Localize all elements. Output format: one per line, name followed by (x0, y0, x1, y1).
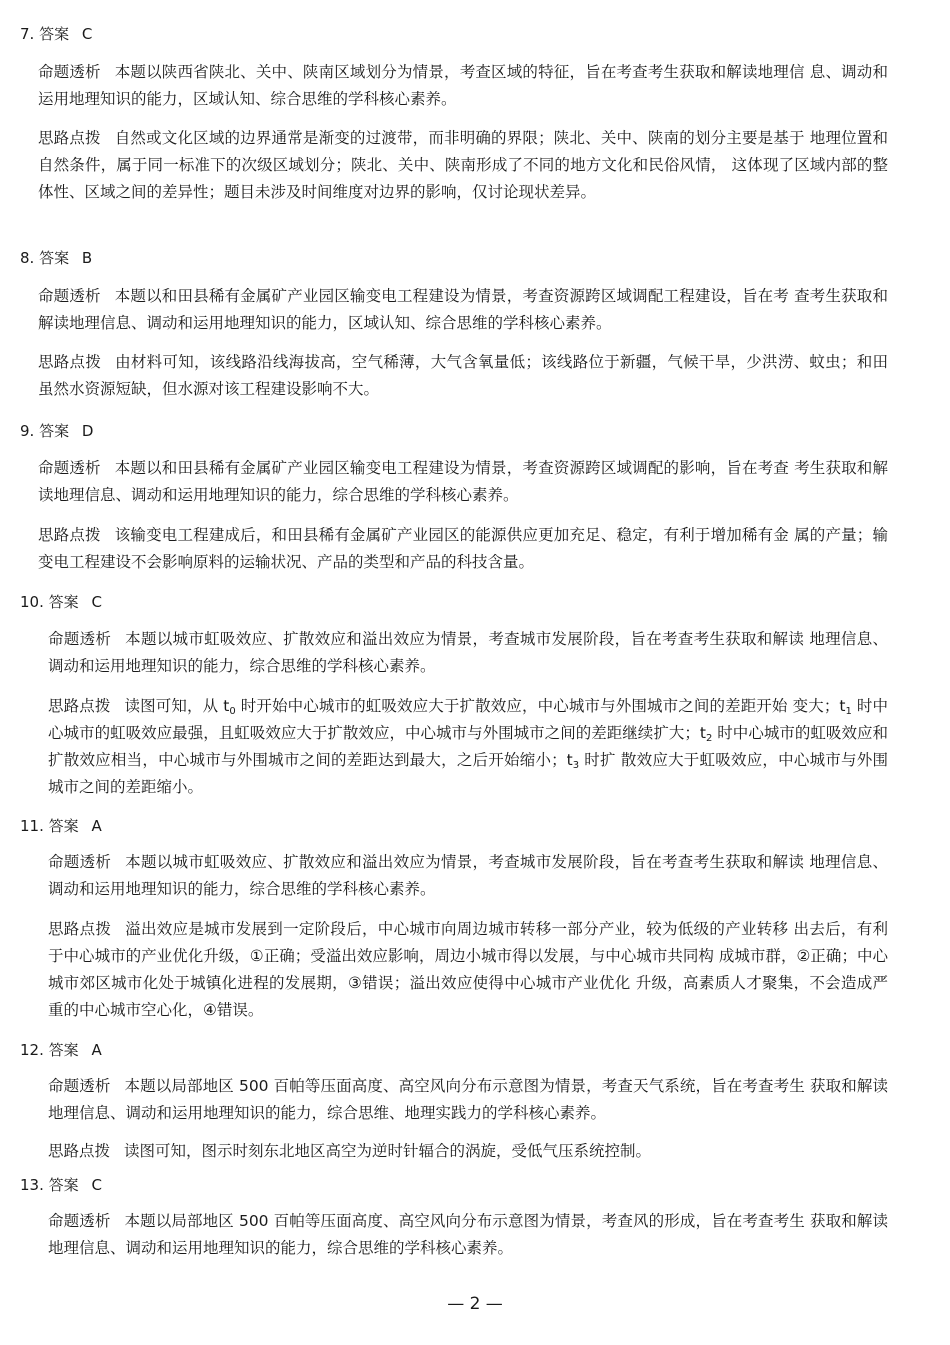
answer-label: 答案 (39, 422, 70, 440)
hint-text: 溢出效应是城市发展到一定阶段后，中心城市向周边城市转移一部分产业，较为低级的产业转移 出去后，有利于中心城市的产业优化升级，①正确；受溢出效应影响，周边小城市得以发展，与中心城市共同构 成城市群，②正确；中心城市郊区城市化处于城镇化进程的发展期，③错误；溢出效应使得中心城市产业优化 升级，高素质人才聚集，不会造成严重的中心城市空心化，④错误。 (48, 920, 888, 1019)
question-9-analysis (38, 455, 888, 509)
hint-label: 思路点拨 (48, 1142, 111, 1160)
hint-text-part: 时扩 散效应大于虹吸效应，中心城市与外围城市之间的差距缩小。 (48, 751, 888, 796)
question-number: 11. (20, 817, 44, 835)
question-number: 9. (20, 422, 35, 440)
subscript: 3 (572, 760, 580, 771)
hint-label: 思路点拨 (38, 526, 101, 544)
answer-label: 答案 (39, 25, 70, 43)
hint-text-part: 时中心城市的虹吸效应和扩散效应相当，中心城市与外围城市之间的差距达到最大，之后开始缩小；t (48, 724, 888, 769)
hint-text: 读图可知，图示时刻东北地区高空为逆时针辐合的涡旋，受低气压系统控制。 (124, 1142, 652, 1160)
analysis-text: 本题以和田县稀有金属矿产业园区输变电工程建设为情景，考查资源跨区域调配工程建设，旨在考 查考生获取和解读地理信息、调动和运用地理知识的能力，区域认知、综合思维的学科核心素养。 (38, 287, 888, 332)
analysis-label: 命题透析 (38, 459, 101, 477)
question-number: 7. (20, 25, 35, 43)
answer-value: B (81, 249, 93, 267)
question-12-hint (48, 1138, 888, 1165)
answer-label: 答案 (48, 1176, 79, 1194)
hint-text-part: 时中心城市的虹吸效应最强，且虹吸效应大于扩散效应，中心城市与外围城市之间的差距继续扩大；t (48, 697, 888, 742)
question-13-answer-line (20, 1175, 102, 1195)
analysis-label: 命题透析 (48, 853, 112, 871)
answer-value: C (81, 25, 93, 43)
question-number: 10. (20, 593, 44, 611)
analysis-label: 命题透析 (48, 1212, 111, 1230)
analysis-text: 本题以陕西省陕北、关中、陕南区域划分为情景，考查区域的特征，旨在考查考生获取和解读地理信 息、调动和运用地理知识的能力，区域认知、综合思维的学科核心素养。 (38, 63, 888, 108)
subscript: 0 (229, 706, 236, 717)
question-8-answer-line (20, 248, 92, 268)
analysis-label: 命题透析 (38, 287, 101, 305)
answer-value: C (91, 593, 102, 611)
analysis-text: 本题以和田县稀有金属矿产业园区输变电工程建设为情景，考查资源跨区域调配的影响，旨在考查 考生获取和解读地理信息、调动和运用地理知识的能力，综合思维的学科核心素养。 (38, 459, 888, 504)
question-11-answer-line (20, 816, 102, 836)
hint-label: 思路点拨 (38, 129, 101, 147)
answer-value: D (81, 422, 94, 440)
question-9-hint (38, 522, 888, 576)
answer-label: 答案 (48, 593, 79, 611)
question-11-hint (48, 916, 888, 1024)
question-12-analysis (48, 1073, 888, 1127)
hint-label: 思路点拨 (48, 920, 112, 938)
hint-text: 由材料可知，该线路沿线海拔高，空气稀薄，大气含氧量低；该线路位于新疆，气候干旱，少洪涝、蚊虫；和田虽然水资源短缺，但水源对该工程建设影响不大。 (38, 353, 888, 398)
question-11-analysis (48, 849, 888, 903)
answer-value: A (91, 1041, 102, 1059)
question-12-answer-line (20, 1040, 102, 1060)
analysis-label: 命题透析 (48, 1077, 111, 1095)
question-number: 8. (20, 249, 35, 267)
hint-label: 思路点拨 (48, 697, 111, 715)
question-10-hint (48, 693, 888, 801)
analysis-text: 本题以城市虹吸效应、扩散效应和溢出效应为情景，考查城市发展阶段，旨在考查考生获取和解读 地理信息、调动和运用地理知识的能力，综合思维的学科核心素养。 (48, 630, 888, 675)
answer-value: C (91, 1176, 102, 1194)
question-7-analysis (38, 59, 888, 113)
answer-label: 答案 (39, 249, 70, 267)
hint-text-part: 读图可知，从 t (124, 697, 230, 715)
hint-text: 自然或文化区域的边界通常是渐变的过渡带，而非明确的界限；陕北、关中、陕南的划分主要是基于 地理位置和自然条件，属于同一标准下的次级区域划分；陕北、关中、陕南形成了不同的地方文化和民俗风情， 这体现了区域内部的整体性、区域之间的差异性；题目未涉及时间维度对边界的影响，仅讨论现状差异。 (38, 129, 888, 201)
question-10-analysis (48, 626, 888, 680)
hint-text-part: 时开始中心城市的虹吸效应大于扩散效应，中心城市与外围城市之间的差距开始 变大；t (235, 697, 846, 715)
analysis-text: 本题以局部地区 500 百帕等压面高度、高空风向分布示意图为情景，考查风的形成，旨在考查考生 获取和解读地理信息、调动和运用地理知识的能力，综合思维的学科核心素养。 (48, 1212, 888, 1257)
analysis-text: 本题以局部地区 500 百帕等压面高度、高空风向分布示意图为情景，考查天气系统，旨在考查考生 获取和解读地理信息、调动和运用地理知识的能力，综合思维、地理实践力的学科核心素养。 (48, 1077, 888, 1122)
page-number: — 2 — (447, 1294, 503, 1314)
hint-label: 思路点拨 (38, 353, 102, 371)
hint-text: 该输变电工程建成后，和田县稀有金属矿产业园区的能源供应更加充足、稳定，有利于增加稀有金 属的产量；输变电工程建设不会影响原料的运输状况、产品的类型和产品的科技含量。 (38, 526, 888, 571)
analysis-label: 命题透析 (48, 630, 112, 648)
question-number: 13. (20, 1176, 44, 1194)
answer-label: 答案 (48, 817, 79, 835)
answer-value: A (91, 817, 102, 835)
question-8-hint (38, 349, 888, 403)
analysis-text: 本题以城市虹吸效应、扩散效应和溢出效应为情景，考查城市发展阶段，旨在考查考生获取和解读 地理信息、调动和运用地理知识的能力，综合思维的学科核心素养。 (48, 853, 888, 898)
question-7-answer-line (20, 24, 92, 44)
question-9-answer-line (20, 421, 93, 441)
subscript: 2 (705, 733, 713, 744)
subscript: 1 (845, 706, 852, 717)
question-13-analysis (48, 1208, 888, 1262)
answer-label: 答案 (48, 1041, 79, 1059)
question-10-answer-line (20, 592, 102, 612)
question-number: 12. (20, 1041, 44, 1059)
analysis-label: 命题透析 (38, 63, 101, 81)
question-7-hint (38, 125, 888, 206)
question-8-analysis (38, 283, 888, 337)
